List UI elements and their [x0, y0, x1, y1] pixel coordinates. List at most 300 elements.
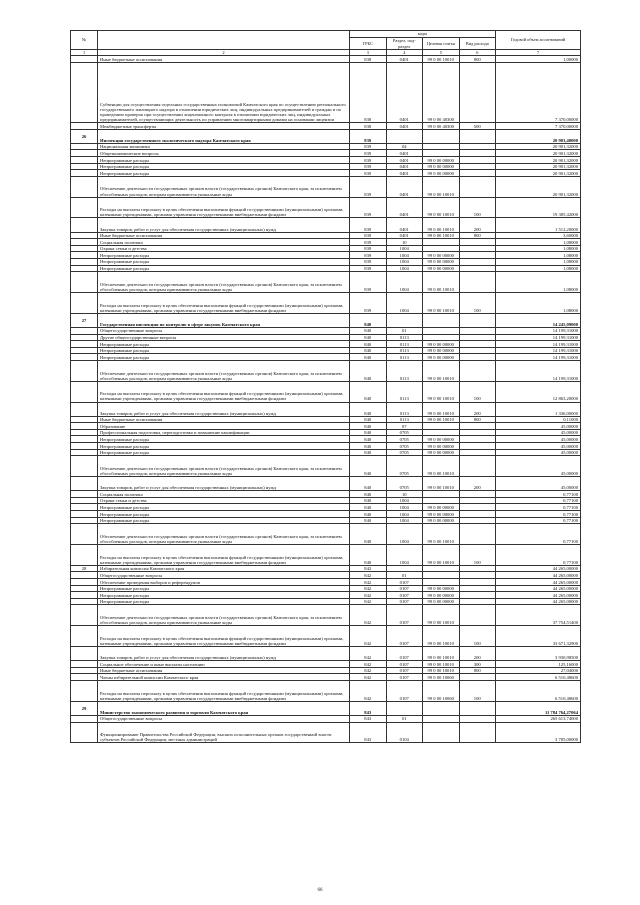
row-number — [71, 218, 98, 232]
row-name: Расходы на выплаты персоналу в целях обеспечения выполнения функций государственными (муниципальными) органами, казенными учреждениями, органами управления государственными внебюджетными фондами — [98, 197, 350, 218]
row-csr: 99 0 00 10010 — [423, 456, 460, 477]
row-grbs: 840 — [350, 313, 387, 327]
row-sum: 44 265,00000 — [496, 598, 581, 605]
row-razdel: 0113 — [386, 360, 423, 381]
table-row — [71, 674, 581, 681]
row-number — [71, 347, 98, 354]
table-row — [71, 232, 581, 239]
row-csr — [423, 327, 460, 334]
row-razdel: 1004 — [386, 517, 423, 524]
row-number — [71, 592, 98, 599]
row-csr — [423, 722, 460, 743]
row-number — [71, 626, 98, 647]
row-razdel: 0401 — [386, 197, 423, 218]
budget-table-page — [70, 30, 581, 743]
row-razdel: 0107 — [386, 598, 423, 605]
row-sum: 20 901,32000 — [496, 163, 581, 170]
row-csr: 99 0 00 00000 — [423, 258, 460, 265]
row-vr — [459, 598, 496, 605]
row-razdel: 0107 — [386, 585, 423, 592]
row-razdel: 07 — [386, 423, 423, 430]
row-vr — [459, 565, 496, 572]
row-name: Непрограммные расходы — [98, 517, 350, 524]
table-row — [71, 491, 581, 498]
row-sum: 0,77100 — [496, 497, 581, 504]
row-grbs: 840 — [350, 354, 387, 361]
table-row — [71, 585, 581, 592]
row-razdel: 0107 — [386, 661, 423, 668]
header-codes: коды — [350, 31, 496, 38]
row-vr: 800 — [459, 667, 496, 674]
table-row — [71, 456, 581, 477]
row-grbs: 842 — [350, 565, 387, 572]
row-number — [71, 605, 98, 626]
row-sum: 14 199,31000 — [496, 360, 581, 381]
row-razdel: 0113 — [386, 402, 423, 416]
row-sum: 37 754,51400 — [496, 605, 581, 626]
row-name: Другие общегосударственные вопросы — [98, 334, 350, 341]
table-row — [71, 129, 581, 143]
row-name: Закупка товаров, работ и услуг для обеспечения государственных (муниципальных) нужд — [98, 477, 350, 491]
table-row — [71, 572, 581, 579]
row-razdel: 10 — [386, 239, 423, 246]
row-grbs: 840 — [350, 327, 387, 334]
table-row — [71, 143, 581, 150]
row-razdel: 1004 — [386, 524, 423, 545]
table-row — [71, 667, 581, 674]
row-sum: 45,00000 — [496, 449, 581, 456]
row-sum: 20 901,32000 — [496, 143, 581, 150]
row-number — [71, 327, 98, 334]
row-csr: 99 0 00 40300 — [423, 123, 460, 130]
table-row — [71, 449, 581, 456]
row-grbs: 842 — [350, 674, 387, 681]
row-sum: 0,77100 — [496, 511, 581, 518]
row-razdel: 0113 — [386, 354, 423, 361]
row-sum: 44 265,00000 — [496, 579, 581, 586]
row-sum: 1,08000 — [496, 239, 581, 246]
row-razdel: 0401 — [386, 56, 423, 63]
row-razdel: 1004 — [386, 497, 423, 504]
row-name: Непрограммные расходы — [98, 598, 350, 605]
table-row — [71, 292, 581, 313]
row-number — [71, 572, 98, 579]
row-name: Иные бюджетные ассигнования — [98, 416, 350, 423]
row-vr — [459, 157, 496, 164]
table-row — [71, 197, 581, 218]
row-csr: 99 0 00 00000 — [423, 354, 460, 361]
row-grbs: 840 — [350, 449, 387, 456]
row-name: Закупка товаров, работ и услуг для обеспечения государственных (муниципальных) нужд — [98, 402, 350, 416]
index-cell: 7 — [496, 50, 581, 56]
row-vr: 100 — [459, 197, 496, 218]
row-number — [71, 157, 98, 164]
row-grbs: 839 — [350, 292, 387, 313]
row-grbs: 842 — [350, 585, 387, 592]
row-grbs: 840 — [350, 443, 387, 450]
row-vr — [459, 360, 496, 381]
row-grbs: 840 — [350, 497, 387, 504]
row-csr: 99 0 00 10010 — [423, 667, 460, 674]
row-name: Охрана семьи и детства — [98, 497, 350, 504]
row-razdel: 0107 — [386, 579, 423, 586]
row-name: Расходы на выплаты персоналу в целях обеспечения выполнения функций государственными (муниципальными) органами, казенными учреждениями, органами управления государственными внебюджетными фондами — [98, 545, 350, 566]
table-row — [71, 545, 581, 566]
row-csr: 99 0 00 10010 — [423, 292, 460, 313]
row-vr — [459, 722, 496, 743]
row-number — [71, 232, 98, 239]
row-grbs: 840 — [350, 429, 387, 436]
table-row — [71, 511, 581, 518]
table-header-row — [71, 31, 581, 38]
row-vr: 800 — [459, 232, 496, 239]
row-number — [71, 449, 98, 456]
row-razdel: 0107 — [386, 646, 423, 660]
row-number — [71, 491, 98, 498]
row-vr: 100 — [459, 626, 496, 647]
row-vr: 200 — [459, 402, 496, 416]
row-name: Межбюджетные трансферты — [98, 123, 350, 130]
row-number — [71, 517, 98, 524]
row-sum: 20 901,32000 — [496, 157, 581, 164]
row-razdel: 0113 — [386, 341, 423, 348]
row-number — [71, 123, 98, 130]
table-row — [71, 429, 581, 436]
table-row — [71, 313, 581, 327]
row-sum: 14 199,31000 — [496, 347, 581, 354]
row-vr — [459, 62, 496, 122]
row-grbs: 839 — [350, 265, 387, 272]
table-row — [71, 436, 581, 443]
row-sum: 11 784 764,27064 — [496, 701, 581, 715]
row-name: Образование — [98, 423, 350, 430]
row-grbs: 840 — [350, 402, 387, 416]
table-row — [71, 504, 581, 511]
row-csr: 99 0 00 10010 — [423, 360, 460, 381]
table-row — [71, 239, 581, 246]
row-grbs: 840 — [350, 416, 387, 423]
row-grbs: 840 — [350, 517, 387, 524]
row-name: Непрограммные расходы — [98, 347, 350, 354]
row-csr — [423, 715, 460, 722]
row-grbs: 840 — [350, 347, 387, 354]
page-number: 66 — [317, 888, 323, 893]
row-grbs: 839 — [350, 218, 387, 232]
row-grbs: 842 — [350, 598, 387, 605]
row-grbs: 840 — [350, 504, 387, 511]
row-sum: 14 199,31000 — [496, 354, 581, 361]
row-sum: 1 512,20000 — [496, 218, 581, 232]
table-row — [71, 334, 581, 341]
row-number — [71, 402, 98, 416]
row-sum: 1,00000 — [496, 56, 581, 63]
table-row — [71, 218, 581, 232]
table-row — [71, 272, 581, 293]
row-name: Закупка товаров, работ и услуг для обеспечения государственных (муниципальных) нужд — [98, 218, 350, 232]
row-razdel: 0401 — [386, 170, 423, 177]
row-csr: 99 0 00 00000 — [423, 449, 460, 456]
row-name: Расходы на выплаты персоналу в целях обеспечения выполнения функций государственными (муниципальными) органами, казенными учреждениями, органами управления государственными внебюджетными фондами — [98, 292, 350, 313]
row-name: Социальная политика — [98, 239, 350, 246]
row-number — [71, 646, 98, 660]
row-grbs: 839 — [350, 239, 387, 246]
row-grbs: 839 — [350, 157, 387, 164]
row-number — [71, 354, 98, 361]
row-razdel: 0107 — [386, 592, 423, 599]
table-row — [71, 360, 581, 381]
row-vr: 200 — [459, 218, 496, 232]
row-vr — [459, 170, 496, 177]
row-vr — [459, 449, 496, 456]
row-number: 28 — [71, 565, 98, 572]
row-vr — [459, 327, 496, 334]
row-grbs: 842 — [350, 572, 387, 579]
row-sum: 6 510,48600 — [496, 680, 581, 701]
row-grbs: 839 — [350, 150, 387, 157]
row-number — [71, 667, 98, 674]
row-csr: 99 0 00 00000 — [423, 436, 460, 443]
row-razdel: 0107 — [386, 680, 423, 701]
row-sum: 45,00000 — [496, 429, 581, 436]
row-sum: 45,00000 — [496, 443, 581, 450]
row-razdel: 04 — [386, 143, 423, 150]
row-sum: 20 903,40000 — [496, 129, 581, 143]
row-vr — [459, 443, 496, 450]
row-csr: 99 0 00 00000 — [423, 504, 460, 511]
table-row — [71, 605, 581, 626]
row-grbs: 839 — [350, 163, 387, 170]
row-number: 26 — [71, 129, 98, 143]
row-number — [71, 416, 98, 423]
row-grbs: 840 — [350, 341, 387, 348]
row-razdel: 0401 — [386, 218, 423, 232]
row-name: Непрограммные расходы — [98, 170, 350, 177]
row-name: Закупка товаров, работ и услуг для обеспечения государственных (муниципальных) нужд — [98, 646, 350, 660]
row-csr — [423, 313, 460, 327]
row-razdel: 01 — [386, 572, 423, 579]
row-csr — [423, 701, 460, 715]
header-razdel: Раздел, под-раздел — [386, 38, 423, 50]
row-sum: 1,08000 — [496, 245, 581, 252]
row-number — [71, 252, 98, 259]
table-row — [71, 598, 581, 605]
table-row — [71, 265, 581, 272]
row-name: Расходы на выплаты персоналу в целях обеспечения выполнения функций государственными (муниципальными) органами, казенными учреждениями, органами управления государственными внебюджетными фондами — [98, 381, 350, 402]
row-sum: 12 863,20000 — [496, 381, 581, 402]
row-sum: 0,77100 — [496, 517, 581, 524]
row-razdel — [386, 701, 423, 715]
row-number — [71, 272, 98, 293]
row-grbs: 838 — [350, 62, 387, 122]
row-sum: 0,77100 — [496, 545, 581, 566]
row-vr — [459, 456, 496, 477]
row-sum: 1,08000 — [496, 272, 581, 293]
row-vr — [459, 497, 496, 504]
row-razdel: 10 — [386, 491, 423, 498]
row-grbs: 838 — [350, 56, 387, 63]
row-razdel: 0401 — [386, 232, 423, 239]
row-razdel — [386, 565, 423, 572]
row-name: Непрограммные расходы — [98, 258, 350, 265]
row-razdel: 0705 — [386, 443, 423, 450]
row-vr: 200 — [459, 646, 496, 660]
row-razdel: 1004 — [386, 272, 423, 293]
row-vr — [459, 605, 496, 626]
row-sum: 14 199,31000 — [496, 334, 581, 341]
row-sum: 3,60000 — [496, 232, 581, 239]
row-grbs: 842 — [350, 592, 387, 599]
row-razdel: 0113 — [386, 347, 423, 354]
row-name: Обеспечение деятельности государственных органов власти (государственных органов) Камчатского края, за исключением обособленных расходов, которым присваиваются уникальные коды — [98, 524, 350, 545]
row-razdel: 0107 — [386, 667, 423, 674]
row-grbs: 840 — [350, 436, 387, 443]
header-num: № — [71, 31, 98, 50]
row-name: Непрограммные расходы — [98, 157, 350, 164]
table-row — [71, 381, 581, 402]
row-name: Непрограммные расходы — [98, 511, 350, 518]
row-grbs: 840 — [350, 545, 387, 566]
row-razdel: 0107 — [386, 674, 423, 681]
table-row — [71, 62, 581, 122]
table-row — [71, 524, 581, 545]
row-sum: 125,16000 — [496, 661, 581, 668]
row-razdel — [386, 129, 423, 143]
row-name: Обеспечение деятельности государственных органов власти (государственных органов) Камчатского края, за исключением обособленных расходов, которым присваиваются уникальные коды — [98, 605, 350, 626]
row-number — [71, 579, 98, 586]
table-row — [71, 565, 581, 572]
row-number — [71, 661, 98, 668]
row-vr — [459, 585, 496, 592]
index-cell: 1 — [71, 50, 98, 56]
row-csr: 99 0 00 00000 — [423, 163, 460, 170]
row-csr: 99 0 00 10010 — [423, 626, 460, 647]
row-number — [71, 143, 98, 150]
row-csr: 99 0 00 10010 — [423, 605, 460, 626]
row-sum: 20 901,32000 — [496, 150, 581, 157]
row-grbs: 840 — [350, 511, 387, 518]
row-sum: 19 385,42000 — [496, 197, 581, 218]
row-sum: 14 199,31000 — [496, 341, 581, 348]
row-sum: 0,77100 — [496, 504, 581, 511]
row-name: Социальное обеспечение и иные выплаты населению — [98, 661, 350, 668]
row-name: Обеспечение деятельности государственных органов власти (государственных органов) Камчатского края, за исключением обособленных расходов, которым присваиваются уникальные коды — [98, 176, 350, 197]
row-csr: 99 0 00 10010 — [423, 402, 460, 416]
row-grbs: 840 — [350, 360, 387, 381]
row-vr: 200 — [459, 477, 496, 491]
row-razdel: 01 — [386, 715, 423, 722]
row-csr: 99 0 00 10010 — [423, 545, 460, 566]
row-name: Общегосударственные вопросы — [98, 327, 350, 334]
row-sum: 6 510,48600 — [496, 674, 581, 681]
table-row — [71, 423, 581, 430]
table-row — [71, 245, 581, 252]
row-sum: 1 336,00000 — [496, 402, 581, 416]
row-vr: 100 — [459, 381, 496, 402]
row-csr: 99 0 00 10010 — [423, 197, 460, 218]
row-sum: 0,77100 — [496, 491, 581, 498]
row-grbs: 842 — [350, 626, 387, 647]
row-number — [71, 456, 98, 477]
row-number — [71, 170, 98, 177]
row-vr — [459, 341, 496, 348]
row-number: 27 — [71, 313, 98, 327]
row-csr: 99 0 00 00000 — [423, 252, 460, 259]
table-row — [71, 701, 581, 715]
row-razdel: 0401 — [386, 157, 423, 164]
row-vr — [459, 429, 496, 436]
row-csr: 99 0 00 10010 — [423, 56, 460, 63]
row-grbs: 843 — [350, 715, 387, 722]
row-csr — [423, 572, 460, 579]
table-row — [71, 592, 581, 599]
row-csr: 99 0 00 00000 — [423, 341, 460, 348]
row-number — [71, 545, 98, 566]
header-name — [98, 31, 350, 50]
row-csr — [423, 429, 460, 436]
row-vr — [459, 258, 496, 265]
row-number — [71, 62, 98, 122]
row-csr: 99 0 00 00000 — [423, 585, 460, 592]
row-name: Социальная политика — [98, 491, 350, 498]
row-number — [71, 423, 98, 430]
row-csr — [423, 497, 460, 504]
row-grbs: 840 — [350, 524, 387, 545]
row-name: Непрограммные расходы — [98, 354, 350, 361]
row-number — [71, 334, 98, 341]
row-number — [71, 381, 98, 402]
row-csr: 99 0 00 00000 — [423, 170, 460, 177]
table-row — [71, 258, 581, 265]
row-number — [71, 715, 98, 722]
row-razdel: 1004 — [386, 511, 423, 518]
row-name: Общегосударственные вопросы — [98, 715, 350, 722]
row-csr — [423, 579, 460, 586]
row-grbs: 842 — [350, 579, 387, 586]
row-csr — [423, 423, 460, 430]
row-number — [71, 341, 98, 348]
row-razdel: 1004 — [386, 504, 423, 511]
row-vr — [459, 245, 496, 252]
row-grbs: 839 — [350, 232, 387, 239]
table-row — [71, 123, 581, 130]
row-csr: 99 0 00 10010 — [423, 272, 460, 293]
row-number — [71, 524, 98, 545]
row-number: 29 — [71, 701, 98, 715]
row-sum: 1,08000 — [496, 252, 581, 259]
row-sum: 1,08000 — [496, 292, 581, 313]
row-razdel: 0113 — [386, 416, 423, 423]
row-number — [71, 360, 98, 381]
row-name: Непрограммные расходы — [98, 592, 350, 599]
row-name: Непрограммные расходы — [98, 585, 350, 592]
row-name: Иные бюджетные ассигнования — [98, 667, 350, 674]
row-name: Обеспечение деятельности государственных органов власти (государственных органов) Камчатского края, за исключением обособленных расходов, которым присваиваются уникальные коды — [98, 456, 350, 477]
row-grbs: 842 — [350, 646, 387, 660]
row-vr — [459, 572, 496, 579]
row-number — [71, 292, 98, 313]
row-csr: 99 0 00 00000 — [423, 598, 460, 605]
table-row — [71, 176, 581, 197]
row-razdel: 0705 — [386, 429, 423, 436]
row-grbs: 843 — [350, 701, 387, 715]
header-grbs: ГРБС — [350, 38, 387, 50]
row-sum: 3 930,98500 — [496, 646, 581, 660]
index-cell: 2 — [98, 50, 350, 56]
row-razdel: 0401 — [386, 163, 423, 170]
row-name: Иные бюджетные ассигнования — [98, 56, 350, 63]
row-vr: 100 — [459, 680, 496, 701]
row-name: Государственная инспекция по контролю в сфере закупок Камчатского края — [98, 313, 350, 327]
